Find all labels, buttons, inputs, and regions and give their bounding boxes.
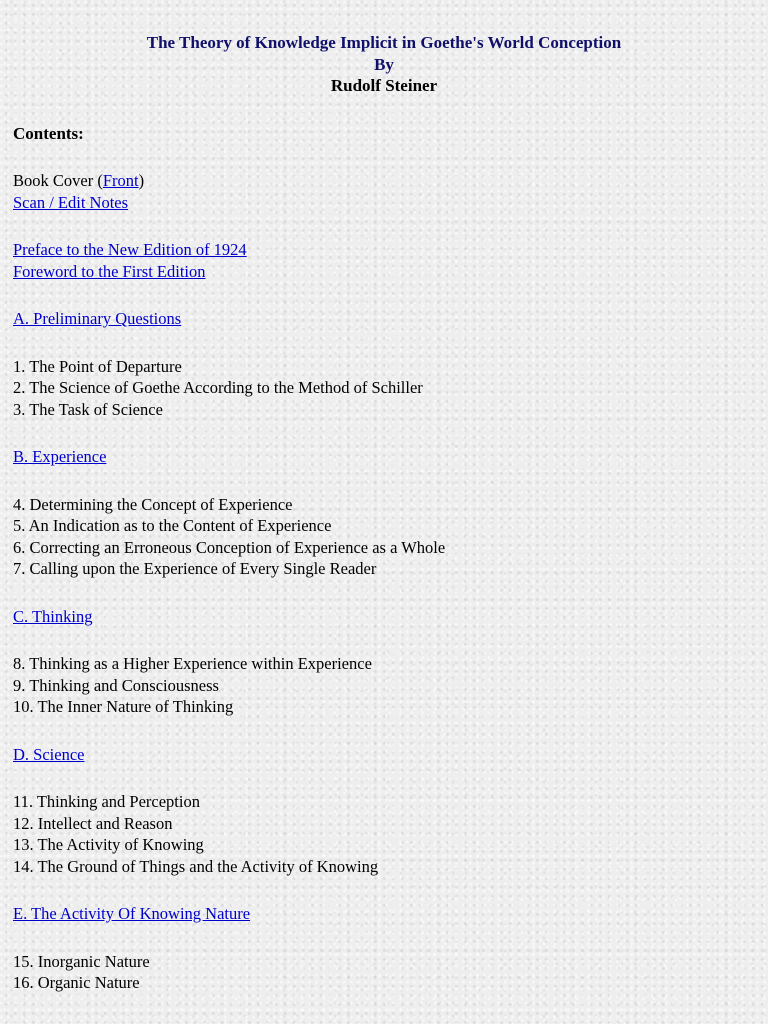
list-item: 4. Determining the Concept of Experience	[13, 494, 293, 514]
section-e-items	[13, 951, 755, 994]
list-item: 9. Thinking and Consciousness	[13, 675, 219, 695]
section-c-items	[13, 653, 755, 718]
section-e	[13, 903, 755, 925]
list-item: 14. The Ground of Things and the Activity of Knowing	[13, 856, 379, 876]
book-cover-label: Book Cover (	[13, 171, 103, 190]
page-title: The Theory of Knowledge Implicit in Goethe's World Conception	[146, 33, 622, 52]
list-item: 16. Organic Nature	[13, 973, 140, 992]
foreword-link[interactable]: Foreword to the First Edition	[13, 261, 206, 281]
list-item: 2. The Science of Goethe According to the Method of Schiller	[13, 378, 423, 397]
list-item: 12. Intellect and Reason	[13, 813, 173, 833]
section-link-e[interactable]: E. The Activity Of Knowing Nature	[13, 904, 251, 923]
preface-links	[13, 239, 755, 282]
section-a	[13, 308, 755, 330]
front-matter-links	[13, 170, 755, 213]
list-item: 7. Calling upon the Experience of Every Single Reader	[13, 559, 377, 578]
book-cover-line	[13, 170, 755, 192]
section-d-items	[13, 791, 755, 877]
section-c	[13, 606, 755, 628]
list-item: 11. Thinking and Perception	[13, 792, 200, 811]
list-item: 13. The Activity of Knowing	[13, 835, 204, 854]
document-header	[13, 0, 755, 97]
list-item: 6. Correcting an Erroneous Conception of Experience as a Whole	[13, 537, 446, 557]
preface-link[interactable]: Preface to the New Edition of 1924	[13, 240, 247, 259]
section-link-b[interactable]: B. Experience	[13, 447, 107, 466]
book-cover-suffix: )	[138, 171, 145, 190]
section-link-d[interactable]: D. Science	[13, 744, 85, 764]
list-item: 15. Inorganic Nature	[13, 951, 150, 971]
list-item: 1. The Point of Departure	[13, 356, 182, 376]
section-d	[13, 744, 755, 766]
list-item: 8. Thinking as a Higher Experience within Experience	[13, 654, 372, 673]
contents-heading: Contents:	[13, 123, 84, 143]
section-link-c[interactable]: C. Thinking	[13, 606, 93, 626]
list-item: 5. An Indication as to the Content of Experience	[13, 516, 332, 535]
section-a-items	[13, 356, 755, 421]
book-cover-front-link[interactable]: Front	[102, 171, 139, 190]
scan-edit-notes-link[interactable]: Scan / Edit Notes	[13, 192, 129, 212]
section-b-items	[13, 494, 755, 580]
section-link-a[interactable]: A. Preliminary Questions	[13, 309, 182, 328]
list-item: 10. The Inner Nature of Thinking	[13, 697, 234, 716]
list-item: 3. The Task of Science	[13, 399, 163, 419]
author-name: Rudolf Steiner	[330, 76, 438, 95]
section-b	[13, 446, 755, 468]
byline-by: By	[374, 54, 394, 74]
